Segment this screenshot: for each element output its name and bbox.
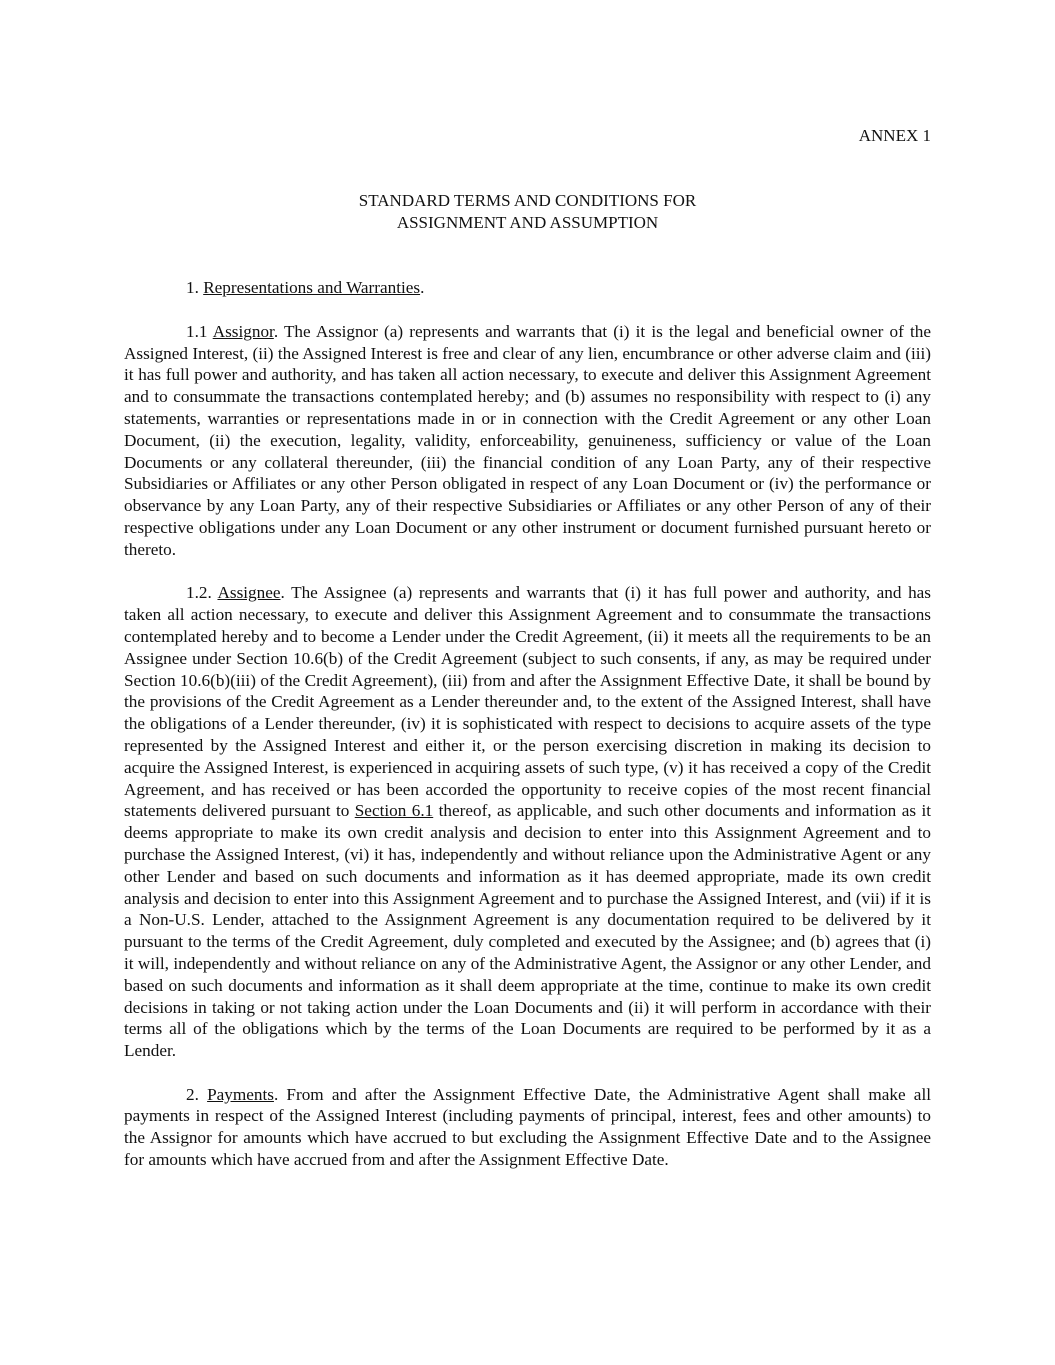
paragraph-1-2-text-a: . The Assignee (a) represents and warrants that (i) it has full power and authority, and has taken all action necessary, to execute and deliver this Assignment Agreement and to consummate the transactions contemplated hereby and to become a Lender under the Credit Agreement, (ii) it meets all the requirements to be an Assignee under Section 10.6(b) of the Credit Agreement (subject to such consents, if any, as may be required under Section 10.6(b)(iii) of the Credit Agreement), (iii) from and after the Assignment Effective Date, it shall be bound by the provisions of the Credit Agreement as a Lender thereunder and, to the extent of the Assigned Interest, shall have the obligations of a Lender thereunder, (iv) it is sophisticated with respect to decisions to acquire assets of the type represented by the Assigned Interest and either it, or the person exercising discretion in making its decision to acquire the Assigned Interest, is experienced in acquiring assets of such type, (v) it has received a copy of the Credit Agreement, and has received or has been accorded the opportunity to receive copies of the most recent financial statements delivered pursuant to bbox=[124, 583, 932, 821]
paragraph-1-2 bbox=[124, 582, 931, 1062]
paragraph-1-1 bbox=[124, 321, 931, 561]
paragraph-2 bbox=[124, 1084, 931, 1171]
paragraph-1-1-text: . The Assignor (a) represents and warrants that (i) it is the legal and beneficial owner of the Assigned Interest, (ii) the Assigned Interest is free and clear of any lien, encumbrance or other adverse claim and (iii) it has full power and authority, and has taken all action necessary, to execute and deliver this Assignment Agreement and to consummate the transactions contemplated hereby; and (b) assumes no responsibility with respect to (i) any statements, warranties or representations made in or in connection with the Credit Agreement or any other Loan Document, (ii) the execution, legality, validity, enforceability, genuineness, sufficiency or value of the Loan Documents or any collateral thereunder, (iii) the financial condition of any Loan Party, any of their respective Subsidiaries or Affiliates or any other Person obligated in respect of any Loan Document or (iv) the performance or observance by any Loan Party, any of their respective Subsidiaries or Affiliates or any other Person of any of their respective obligations under any Loan Document or any other instrument or document furnished pursuant hereto or thereto. bbox=[124, 321, 931, 559]
section-1-heading bbox=[124, 277, 931, 299]
paragraph-1-2-number: 1.2. bbox=[186, 583, 212, 603]
document-body bbox=[124, 277, 931, 1193]
section-6-1-reference: Section 6.1 bbox=[354, 801, 434, 821]
section-1-title: Representations and Warranties bbox=[203, 278, 421, 297]
paragraph-2-label: Payments bbox=[207, 1084, 274, 1104]
paragraph-2-text: . From and after the Assignment Effective Date, the Administrative Agent shall make all payments in respect of the Assigned Interest (including payments of principal, interest, fees and other amounts) to the Assignor for amounts which have accrued to but excluding the Assignment Effective Date and to the Assignee for amounts which have accrued from and after the Assignment Effective Date. bbox=[124, 1084, 931, 1170]
section-1-number: 1. bbox=[186, 278, 199, 297]
paragraph-1-1-label: Assignor bbox=[212, 321, 274, 341]
paragraph-2-number: 2. bbox=[186, 1084, 199, 1104]
annex-label: ANNEX 1 bbox=[858, 126, 931, 145]
document-title bbox=[0, 190, 1055, 234]
section-1-title-end: . bbox=[420, 278, 425, 297]
paragraph-1-2-label: Assignee bbox=[217, 583, 281, 603]
title-line-2: ASSIGNMENT AND ASSUMPTION bbox=[396, 213, 659, 232]
title-line-1: STANDARD TERMS AND CONDITIONS FOR bbox=[358, 191, 697, 210]
paragraph-1-2-text-b: thereof, as applicable, and such other documents and information as it deems appropriate to make its own credit analysis and decision to enter into this Assignment Agreement and to purchase the Assigned Interest, (vi) it has, independently and without reliance upon the Administrative Agent or any other Lender and based on such documents and information as it has deemed appropriate, made its own credit analysis and decision to enter into this Assignment Agreement and to purchase the Assigned Interest, and (vii) if it is a Non-U.S. Lender, attached to the Assignment Agreement is any documentation required to be delivered by it pursuant to the terms of the Credit Agreement, duly completed and executed by the Assignee; and (b) agrees that (i) it will, independently and without reliance on any of the Administrative Agent, the Assignor or any other Lender, and based on such documents and information as it shall deem appropriate at the time, continue to make its own credit decisions in taking or not taking action under the Loan Documents and (ii) it will perform in accordance with their terms all of the obligations which by the terms of the Loan Documents are required to be performed by it as a Lender. bbox=[124, 801, 931, 1061]
paragraph-1-1-number: 1.1 bbox=[186, 321, 208, 341]
